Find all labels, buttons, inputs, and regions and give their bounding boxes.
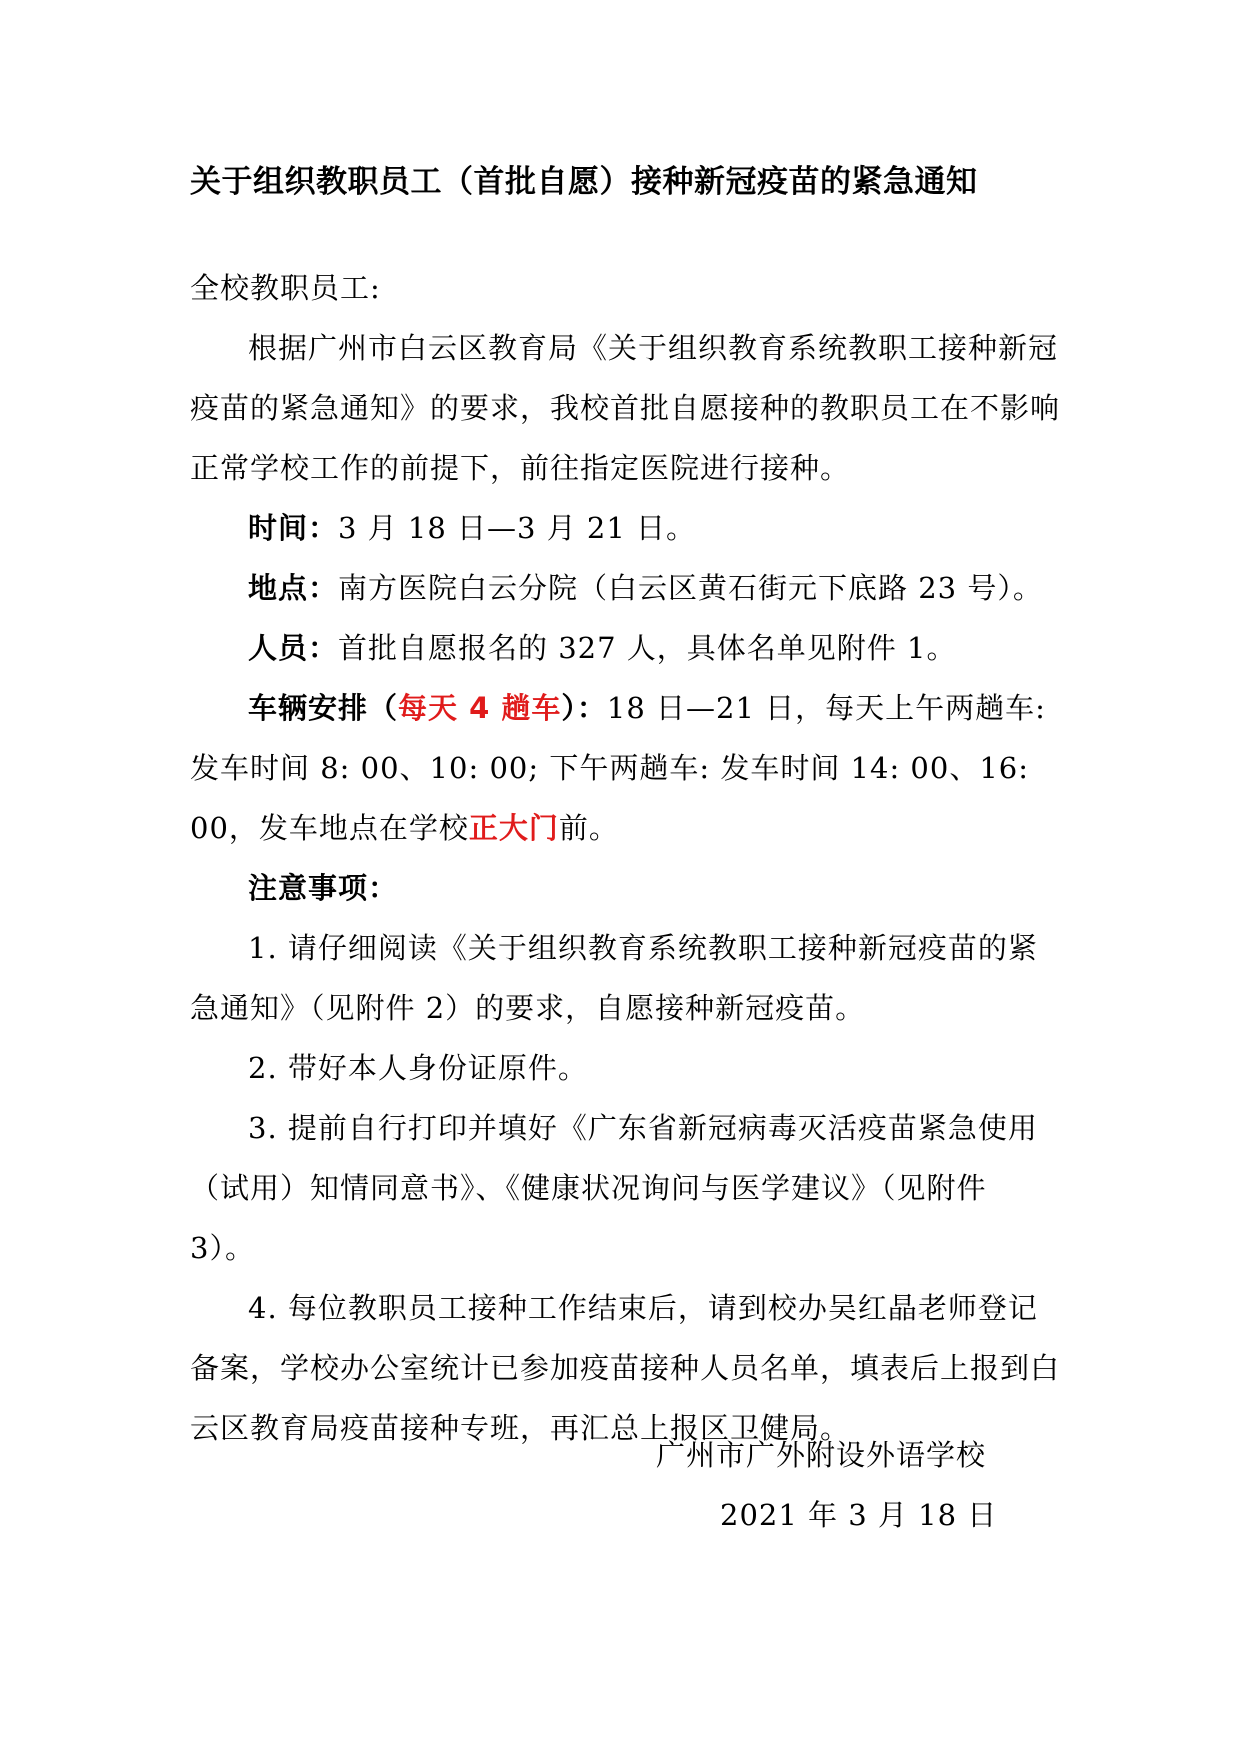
notice-body [190, 258, 1060, 1458]
vehicle-paragraph [190, 678, 1060, 858]
main-gate-highlight: 正大门 [468, 811, 559, 845]
location-line [190, 558, 1060, 618]
notice-title: 关于组织教职员工（首批自愿）接种新冠疫苗的紧急通知 [190, 164, 978, 200]
note-item: 4. 每位教职员工接种工作结束后，请到校办吴红晶老师登记备案，学校办公室统计已参加疫苗接种人员名单，填表后上报到白云区教育局疫苗接种专班，再汇总上报区卫健局。 [190, 1291, 1061, 1445]
location-label: 地点： [248, 571, 339, 605]
time-line [190, 498, 1060, 558]
signature-block [650, 1425, 1070, 1545]
time-label: 时间： [248, 511, 339, 545]
intro-paragraph: 根据广州市白云区教育局《关于组织教育系统教职工接种新冠疫苗的紧急通知》的要求，我校首批自愿接种的教职员工在不影响正常学校工作的前提下，前往指定医院进行接种。 [190, 331, 1061, 485]
note-item: 2. 带好本人身份证原件。 [248, 1051, 588, 1085]
notes-heading: 注意事项： [248, 871, 399, 905]
signature-org: 广州市广外附设外语学校 [656, 1438, 987, 1472]
vehicle-label: 车辆安排（ [248, 691, 399, 725]
signature-date: 2021 年 3 月 18 日 [720, 1498, 998, 1532]
vehicle-text: 18 日—21 日，每天上午两趟车: 发车时间 8: 00、10: 00; 下午两趟车: 发车时间 14: 00、16: 00，发车地点在学校 [190, 691, 1046, 845]
note-item: 1. 请仔细阅读《关于组织教育系统教职工接种新冠疫苗的紧急通知》（见附件 2）的要求，自愿接种新冠疫苗。 [190, 931, 1038, 1025]
personnel-label: 人员： [248, 631, 339, 665]
vehicle-highlight: 每天 4 趟车 [398, 691, 562, 725]
note-item: 3. 提前自行打印并填好《广东省新冠病毒灭活疫苗紧急使用（试用）知情同意书》、《健康状况询问与医学建议》（见附件 3）。 [190, 1111, 1038, 1265]
time-value: 3 月 18 日—3 月 21 日。 [338, 511, 697, 545]
personnel-value: 首批自愿报名的 327 人，具体名单见附件 1。 [338, 631, 957, 665]
vehicle-label-end: ）： [561, 691, 607, 725]
personnel-line [190, 618, 1060, 678]
vehicle-text-end: 前。 [558, 811, 619, 845]
location-value: 南方医院白云分院（白云区黄石街元下底路 23 号）。 [338, 571, 1043, 605]
salutation: 全校教职员工: [190, 271, 381, 305]
